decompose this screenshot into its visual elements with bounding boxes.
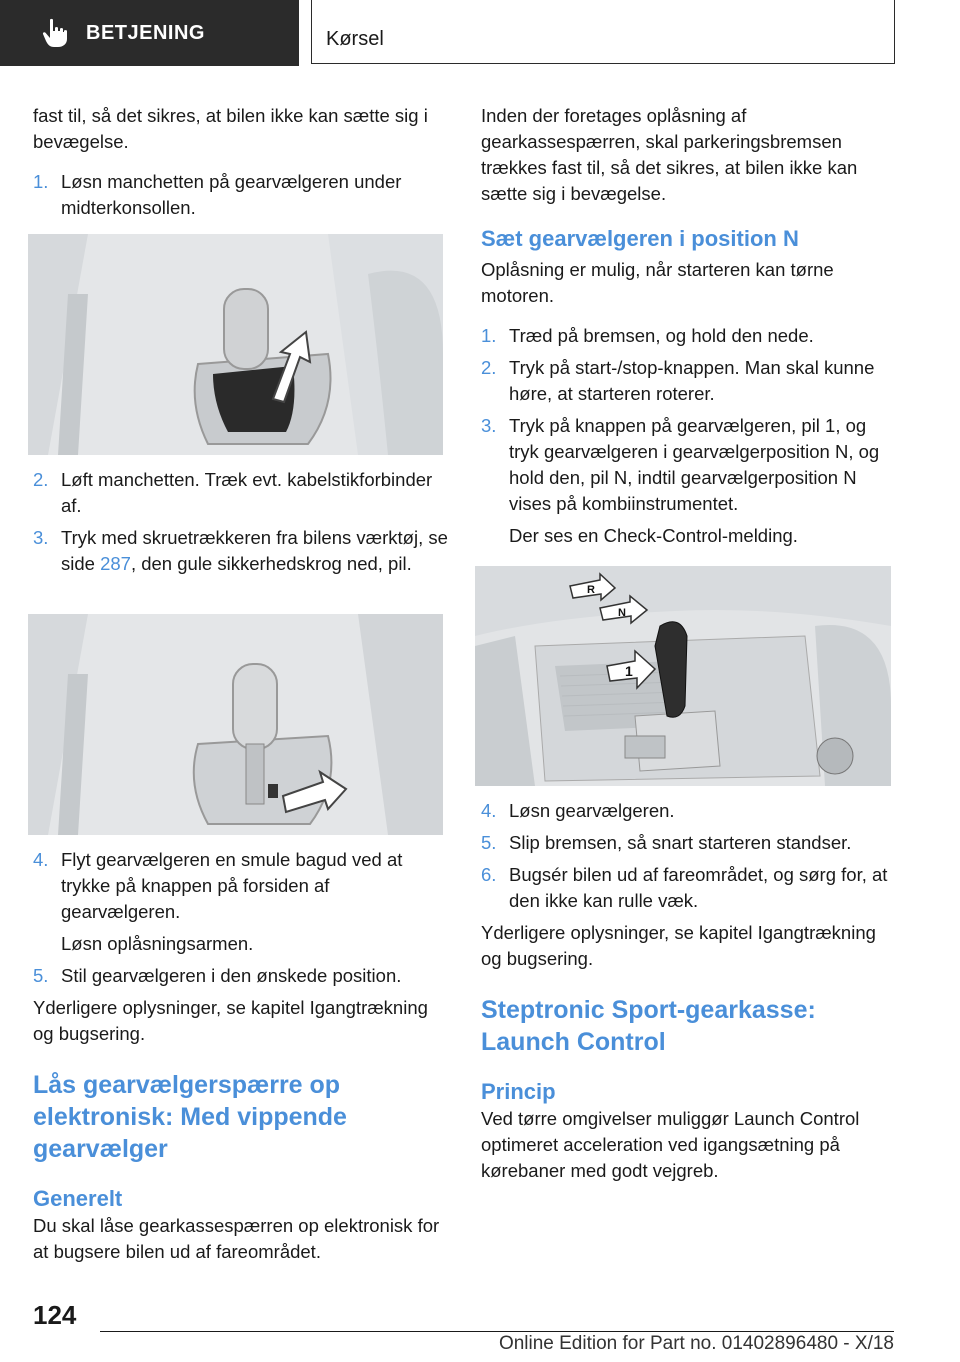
step-subtext: Løsn oplåsningsarmen. <box>61 933 254 954</box>
step-text: Løsn gearvælgeren. <box>509 800 675 821</box>
step-text: Flyt gearvælgeren en smule bagud ved at trykke på knappen på forsiden af gearvælgeren. <box>61 849 403 922</box>
step-number: 4. <box>481 800 497 821</box>
list-item <box>481 798 895 824</box>
left-column <box>33 103 448 221</box>
step-number: 2. <box>33 469 49 490</box>
step-text: Bugsér bilen ud af fareområdet, og sørg for, at den ikke kan rulle væk. <box>509 864 888 911</box>
step-text: Slip bremsen, så snart starteren standser. <box>509 832 852 853</box>
step-text: Løft manchetten. Træk evt. kabelstikforbinder af. <box>61 469 433 516</box>
step-text: Stil gearvælgeren i den ønskede position. <box>61 965 402 986</box>
right-column <box>481 103 895 549</box>
step-subtext: Der ses en Check-Control-melding. <box>509 525 798 546</box>
left-column-lower <box>33 847 448 1265</box>
list-item <box>481 830 895 856</box>
step-number: 1. <box>33 171 49 192</box>
step-text-before: Tryk med skruetrækkeren fra bilens værktøj, se side <box>61 527 448 574</box>
list-item <box>33 467 448 519</box>
right-column-lower <box>481 798 895 1184</box>
list-item <box>33 169 448 221</box>
figure-safety-hook <box>28 614 443 835</box>
step-text: Tryk på start-/stop-knappen. Man skal kunne høre, at starteren roterer. <box>509 357 875 404</box>
page-link[interactable]: 287 <box>100 553 131 574</box>
list-item <box>481 323 895 349</box>
hand-pointer-icon <box>42 18 68 48</box>
step-number: 6. <box>481 864 497 885</box>
section-heading: Lås gearvælgerspærre op elektronisk: Med vippende gearvælger <box>33 1071 347 1163</box>
section-title: BETJENING <box>86 21 205 44</box>
list-item <box>481 355 895 407</box>
arrow-label-r: R <box>587 584 595 596</box>
list-item <box>33 525 448 577</box>
list-item <box>33 963 448 989</box>
paragraph: Yderligere oplysninger, se kapitel Igangtrækning og bugsering. <box>33 997 428 1044</box>
list-item <box>481 413 895 517</box>
subheading: Generelt <box>33 1186 123 1211</box>
step-number: 4. <box>33 849 49 870</box>
chapter-title: Kørsel <box>326 28 384 50</box>
step-number: 5. <box>481 832 497 853</box>
paragraph: Inden der foretages oplåsning af gearkassespærren, skal parkeringsbremsen trækkes fast til, så det sikres, at bilen ikke kan sætte sig i bevægelse. <box>481 105 858 204</box>
step-number: 3. <box>481 415 497 436</box>
list-item <box>33 847 448 925</box>
subheading: Princip <box>481 1079 556 1104</box>
paragraph: Ved tørre omgivelser muliggør Launch Control optimeret acceleration ved igangsætning på kørebaner med godt vejgreb. <box>481 1108 860 1181</box>
section-heading: Steptronic Sport-gearkasse: Launch Control <box>481 996 816 1056</box>
step-number: 1. <box>481 325 497 346</box>
figure-gear-selector-boot <box>28 234 443 455</box>
arrow-label-n: N <box>618 607 626 619</box>
list-item <box>481 862 895 914</box>
edition-text: Online Edition for Part no. 01402896480 - X/18 <box>498 1333 894 1354</box>
step-text: Løsn manchetten på gearvælgeren under midterkonsollen. <box>61 171 402 218</box>
step-number: 2. <box>481 357 497 378</box>
arrow-label-1: 1 <box>625 663 633 679</box>
step-text: Træd på bremsen, og hold den nede. <box>509 325 814 346</box>
section-tab[interactable] <box>0 0 299 66</box>
footer-divider <box>100 1331 894 1332</box>
section-heading: Sæt gearvælgeren i position N <box>481 226 799 251</box>
step-number: 3. <box>33 527 49 548</box>
left-column-steps <box>33 467 448 577</box>
paragraph: Oplåsning er mulig, når starteren kan tørne motoren. <box>481 259 834 306</box>
page-number: 124 <box>33 1300 77 1330</box>
step-text: Tryk på knappen på gearvælgeren, pil 1, og tryk gearvælgeren i gearvælgerposition N, og hold den, pil N, indtil gearvælgerposition N vises på kombiinstrumentet. <box>509 415 880 514</box>
figure-gear-positions <box>475 566 891 786</box>
step-text-after: , den gule sikkerhedskrog ned, pil. <box>130 553 412 574</box>
paragraph: Du skal låse gearkassespærren op elektronisk for at bugsere bilen ud af fareområdet. <box>33 1215 440 1262</box>
chapter-header <box>311 0 895 64</box>
paragraph: Yderligere oplysninger, se kapitel Igangtrækning og bugsering. <box>481 922 876 969</box>
paragraph: fast til, så det sikres, at bilen ikke kan sætte sig i bevægelse. <box>33 105 428 152</box>
step-number: 5. <box>33 965 49 986</box>
